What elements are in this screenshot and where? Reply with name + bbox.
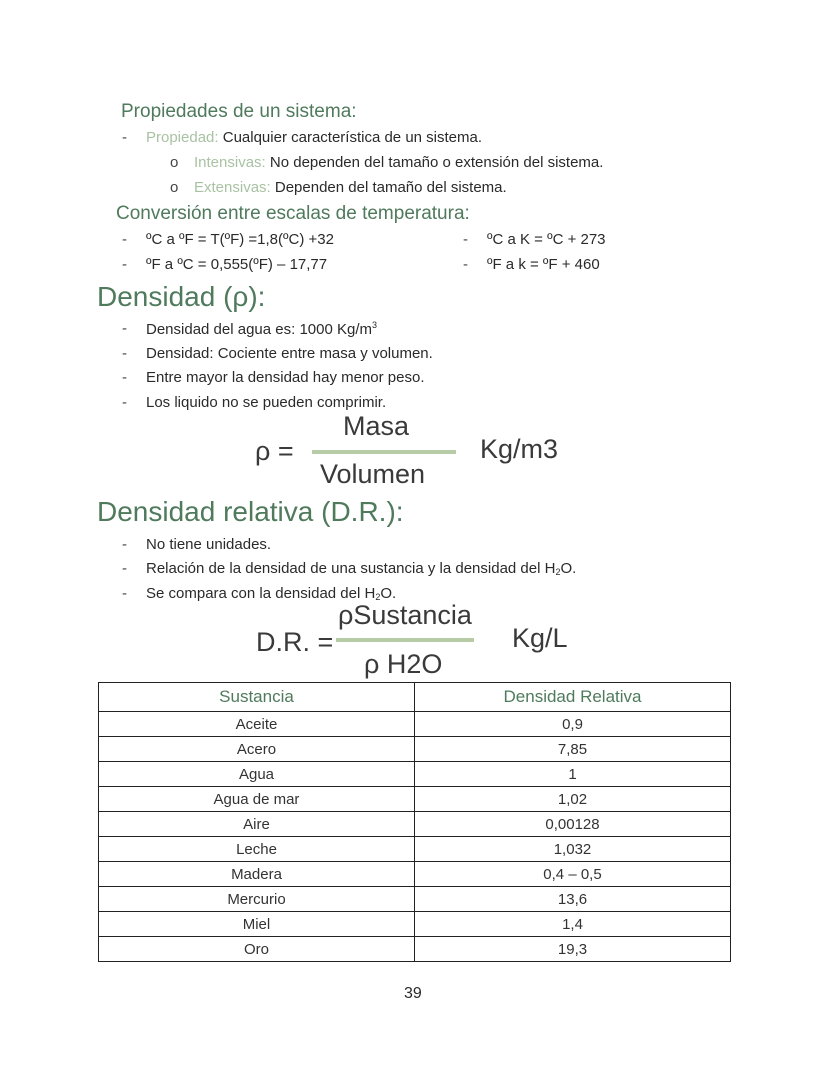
table-cell-value: 1 (415, 762, 731, 787)
table-cell-substance: Agua de mar (99, 787, 415, 812)
formula-numerator: Masa (343, 411, 410, 441)
subscript: 2 (375, 592, 381, 602)
dash-bullet: - (122, 129, 127, 146)
conversion-formula: ºF a k = ºF + 460 (487, 256, 600, 273)
property-term: Propiedad: (146, 129, 219, 146)
table-header-substance: Sustancia (99, 683, 415, 712)
relative-item-text: Se compara con la densidad del H (146, 585, 376, 602)
property-term: Intensivas: (194, 154, 266, 171)
density-item: Los liquido no se pueden comprimir. (146, 394, 387, 411)
fraction-bar (336, 638, 474, 642)
table-cell-value: 1,4 (415, 912, 731, 937)
conversion-formula: ºC a ºF = T(ºF) =1,8(ºC) +32 (146, 231, 334, 248)
property-text: No dependen del tamaño o extensión del sistema. (265, 154, 604, 171)
table-row (99, 712, 731, 737)
table-cell-substance: Aire (99, 812, 415, 837)
table-cell-value: 19,3 (415, 937, 731, 962)
table-header-row (99, 683, 731, 712)
table-row (99, 937, 731, 962)
dash-bullet: - (463, 231, 468, 248)
table-cell-value: 7,85 (415, 737, 731, 762)
section-title-relative-density: Densidad relativa (D.R.): (97, 496, 404, 527)
table-cell-substance: Oro (99, 937, 415, 962)
table-header-relative-density: Densidad Relativa (415, 683, 731, 712)
table-cell-value: 1,032 (415, 837, 731, 862)
property-item (194, 179, 507, 196)
dash-bullet: - (122, 231, 127, 248)
dash-bullet: - (122, 320, 127, 337)
table-row (99, 862, 731, 887)
conversion-formula: ºF a ºC = 0,555(ºF) – 17,77 (146, 256, 328, 273)
table-cell-value: 0,4 – 0,5 (415, 862, 731, 887)
relative-item: No tiene unidades. (146, 536, 272, 553)
density-item: Densidad: Cociente entre masa y volumen. (146, 345, 433, 362)
property-text: Cualquier característica de un sistema. (218, 129, 483, 146)
property-term: Extensivas: (194, 179, 271, 196)
circle-bullet: o (170, 179, 179, 196)
formula-unit: Kg/m3 (480, 434, 559, 464)
formula-denominator: Volumen (320, 459, 426, 489)
dash-bullet: - (122, 560, 127, 577)
dash-bullet: - (122, 536, 127, 553)
table-cell-value: 13,6 (415, 887, 731, 912)
dash-bullet: - (122, 394, 127, 411)
table-row (99, 737, 731, 762)
relative-density-table (98, 682, 731, 962)
formula-numerator: ρSustancia (338, 600, 472, 630)
property-item (146, 129, 482, 146)
table-cell-value: 0,00128 (415, 812, 731, 837)
dash-bullet: - (122, 256, 127, 273)
fraction-bar (312, 450, 456, 454)
relative-item-tail: O. (380, 585, 397, 602)
table-cell-substance: Mercurio (99, 887, 415, 912)
superscript: 3 (372, 320, 378, 330)
formula-lhs: ρ = (255, 436, 294, 466)
subscript: 2 (555, 567, 561, 577)
dash-bullet: - (122, 585, 127, 602)
table-row (99, 837, 731, 862)
table-cell-substance: Madera (99, 862, 415, 887)
formula-denominator: ρ H2O (364, 649, 443, 679)
density-item: Entre mayor la densidad hay menor peso. (146, 369, 425, 386)
table-cell-substance: Aceite (99, 712, 415, 737)
table-cell-substance: Leche (99, 837, 415, 862)
relative-item-text: Relación de la densidad de una sustancia y la densidad del H (146, 560, 556, 577)
table-row (99, 762, 731, 787)
table-row (99, 912, 731, 937)
page-number: 39 (404, 985, 422, 1002)
section-title-properties: Propiedades de un sistema: (121, 101, 357, 122)
table-cell-substance: Agua (99, 762, 415, 787)
table-cell-substance: Miel (99, 912, 415, 937)
density-item (146, 320, 377, 338)
dash-bullet: - (122, 369, 127, 386)
table-row (99, 887, 731, 912)
table-row (99, 812, 731, 837)
table-row (99, 787, 731, 812)
table-cell-value: 0,9 (415, 712, 731, 737)
section-title-conversion: Conversión entre escalas de temperatura: (116, 203, 470, 224)
density-item-text: Densidad del agua es: 1000 Kg/m (146, 321, 372, 338)
property-item (194, 154, 603, 171)
dash-bullet: - (122, 345, 127, 362)
circle-bullet: o (170, 154, 179, 171)
conversion-formula: ºC a K = ºC + 273 (487, 231, 606, 248)
section-title-density: Densidad (ρ): (97, 281, 266, 312)
formula-lhs: D.R. = (256, 627, 334, 657)
table-cell-substance: Acero (99, 737, 415, 762)
table-cell-value: 1,02 (415, 787, 731, 812)
dash-bullet: - (463, 256, 468, 273)
formula-unit: Kg/L (512, 623, 568, 653)
relative-item-tail: O. (560, 560, 577, 577)
relative-item (146, 560, 576, 577)
property-text: Dependen del tamaño del sistema. (270, 179, 507, 196)
